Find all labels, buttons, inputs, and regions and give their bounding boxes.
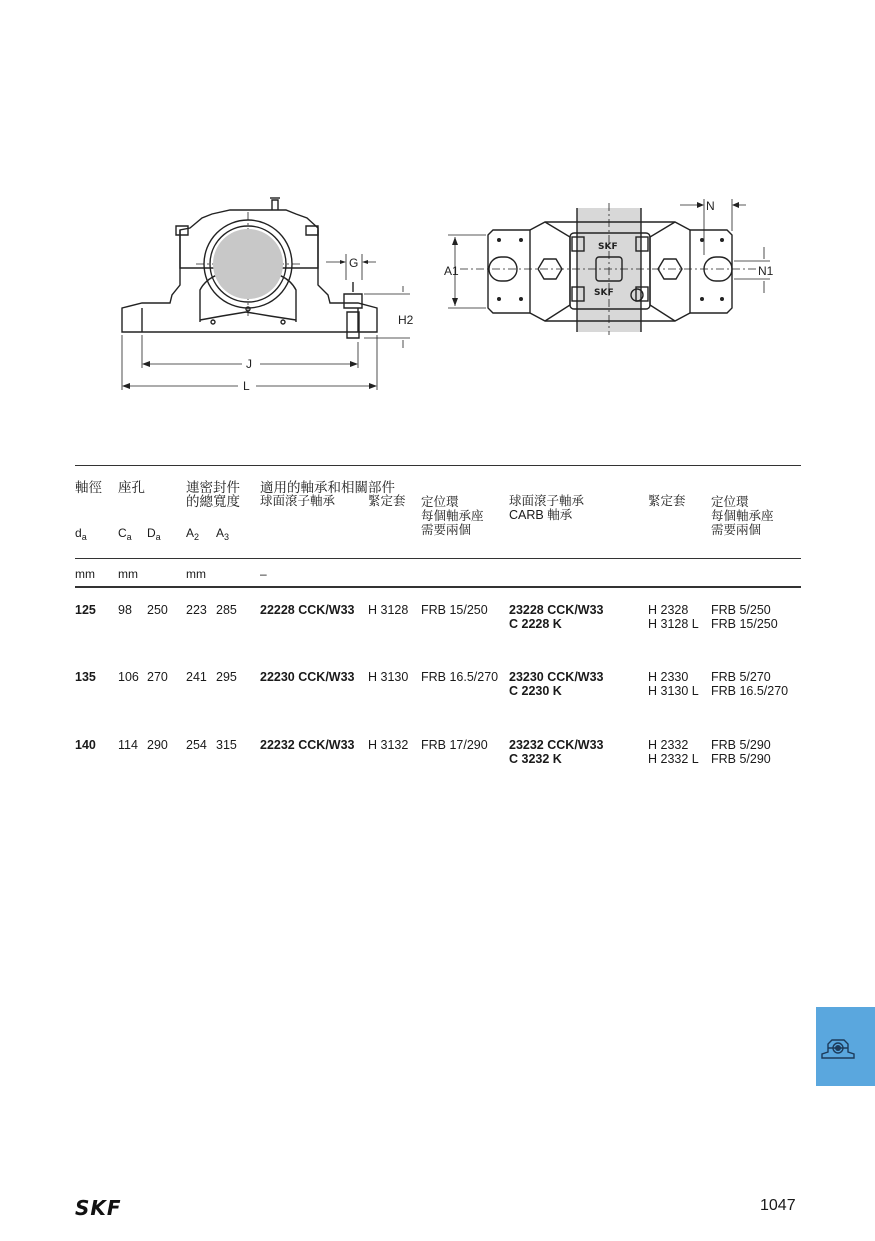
cell-Da: 290: [147, 738, 168, 752]
cell-ring2-2: FRB 15/250: [711, 617, 778, 631]
cell-a3: 285: [216, 603, 237, 617]
cell-a2: 254: [186, 738, 207, 752]
cell-carb-1: 23232 CCK/W33: [509, 738, 604, 752]
header-ring-2: 每個軸承座: [421, 509, 484, 523]
cell-adapter2-1: H 2328: [648, 603, 689, 617]
unit-bore: mm: [118, 567, 138, 581]
cell-ring: FRB 16.5/270: [421, 670, 499, 684]
cell-bearing: 22232 CCK/W33: [260, 738, 355, 752]
cell-ca: 106: [118, 670, 139, 684]
cell-adapter2-1: H 2332: [648, 738, 689, 752]
cell-carb-2: C 3232 K: [509, 752, 562, 766]
unit-width: mm: [186, 567, 206, 581]
header-shaft: 軸徑: [75, 480, 102, 495]
cell-carb-2: C 2230 K: [509, 684, 562, 698]
cell-da: 140: [75, 738, 96, 752]
header-seal-width-2: 的總寬度: [186, 494, 240, 509]
cell-ring2-1: FRB 5/270: [711, 670, 771, 684]
cell-Da: 270: [147, 670, 168, 684]
cell-a2: 241: [186, 670, 207, 684]
unit-parts: –: [260, 567, 267, 581]
table-body-rule: [75, 586, 801, 588]
header-ring-1: 定位環: [421, 495, 459, 509]
brand-mark-bottom: SKF: [594, 288, 614, 298]
header-adapter-2: 緊定套: [648, 494, 686, 508]
table-header-rule: [75, 558, 801, 559]
plummer-block-housing-icon: [820, 1036, 856, 1060]
cell-bearing: 22228 CCK/W33: [260, 603, 355, 617]
cell-adapter2-2: H 2332 L: [648, 752, 699, 766]
header-carb-2: CARB 軸承: [509, 508, 573, 522]
cell-ring: FRB 17/290: [421, 738, 488, 752]
dim-n1-label: N1: [758, 264, 774, 278]
dim-n-label: N: [706, 199, 715, 213]
header-parts-1: 適用的軸承和相關部件: [260, 480, 395, 495]
cell-Da: 250: [147, 603, 168, 617]
cell-ca: 98: [118, 603, 132, 617]
section-side-tab[interactable]: [816, 1007, 875, 1086]
header-seal-width-1: 連密封件: [186, 480, 240, 495]
header-ring-3: 需要兩個: [421, 523, 472, 537]
cell-carb-2: C 2228 K: [509, 617, 562, 631]
unit-shaft: mm: [75, 567, 95, 581]
dim-j-label: J: [246, 357, 252, 371]
header-ring2-1: 定位環: [711, 495, 749, 509]
header-parts-2: 球面滾子軸承: [260, 494, 336, 508]
cell-ring2-2: FRB 5/290: [711, 752, 771, 766]
housing-top-view-drawing: [440, 195, 790, 345]
header-housing-bore: 座孔: [118, 480, 145, 495]
cell-adapter: H 3130: [368, 670, 409, 684]
cell-ca: 114: [118, 738, 138, 752]
dim-l-label: L: [243, 379, 250, 393]
dim-g-label: G: [349, 256, 359, 270]
cell-adapter: H 3132: [368, 738, 409, 752]
brand-mark-top: SKF: [598, 242, 618, 252]
symbol-a2: $A_2$: [186, 526, 200, 542]
cell-da: 125: [75, 603, 96, 617]
dim-h2-label: H2: [398, 313, 414, 327]
page-number: 1047: [760, 1197, 796, 1214]
table-top-rule: [75, 465, 801, 466]
header-ring2-3: 需要兩個: [711, 523, 762, 537]
symbol-Da: $D_a$: [147, 526, 161, 542]
cell-adapter2-2: H 3130 L: [648, 684, 699, 698]
cell-ring2-1: FRB 5/290: [711, 738, 771, 752]
symbol-a3: $A_3$: [216, 526, 230, 542]
cell-ring: FRB 15/250: [421, 603, 488, 617]
cell-adapter2-1: H 2330: [648, 670, 689, 684]
housing-front-view-drawing: [100, 190, 430, 400]
cell-carb-1: 23228 CCK/W33: [509, 603, 604, 617]
header-ring2-2: 每個軸承座: [711, 509, 774, 523]
cell-ring2-2: FRB 16.5/270: [711, 684, 789, 698]
cell-carb-1: 23230 CCK/W33: [509, 670, 604, 684]
cell-a3: 295: [216, 670, 237, 684]
symbol-da: $d_a$: [75, 526, 87, 542]
symbol-ca: $C_a$: [118, 526, 132, 542]
cell-da: 135: [75, 670, 96, 684]
cell-ring2-1: FRB 5/250: [711, 603, 771, 617]
dim-a1-label: A1: [444, 264, 459, 278]
cell-adapter2-2: H 3128 L: [648, 617, 699, 631]
header-adapter: 緊定套: [368, 494, 406, 508]
header-carb-1: 球面滾子軸承: [509, 494, 585, 508]
cell-adapter: H 3128: [368, 603, 409, 617]
cell-a2: 223: [186, 603, 207, 617]
cell-bearing: 22230 CCK/W33: [260, 670, 355, 684]
cell-a3: 315: [216, 738, 237, 752]
skf-logo: SKF: [75, 1196, 122, 1220]
